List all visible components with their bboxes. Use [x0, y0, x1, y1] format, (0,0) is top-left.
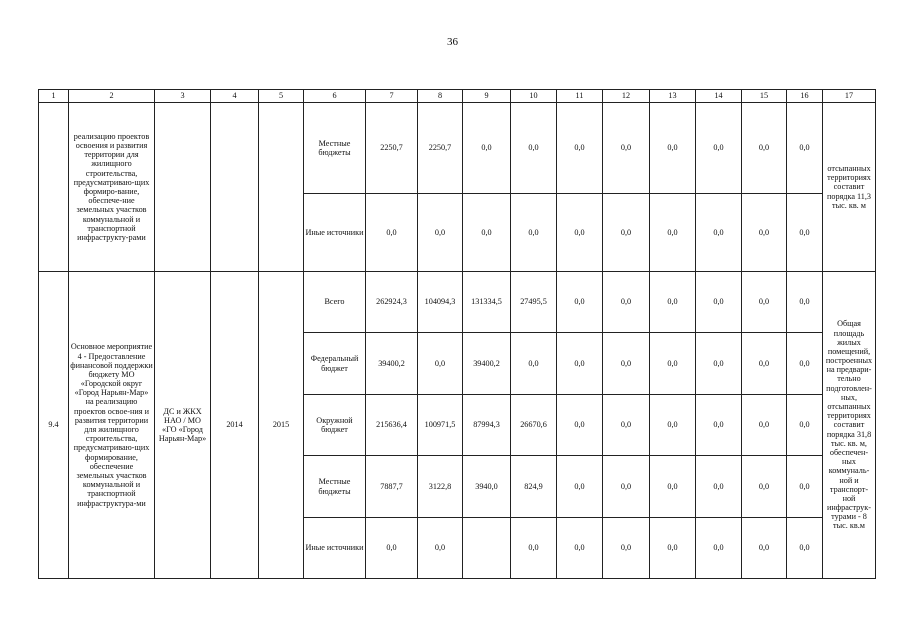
value-cell: 0,0 — [696, 272, 742, 333]
value-cell: 0,0 — [696, 518, 742, 579]
table-row — [39, 272, 876, 333]
value-cell: 0,0 — [742, 272, 787, 333]
executor-cell: ДС и ЖКХ НАО / МО «ГО «Город Нарьян-Мар» — [155, 272, 211, 579]
header-cell: 8 — [418, 90, 463, 103]
end-year-cell: 2015 — [259, 272, 304, 579]
value-cell: 824,9 — [511, 456, 557, 518]
value-cell: 0,0 — [787, 333, 823, 395]
value-cell: 215636,4 — [366, 395, 418, 456]
header-cell: 11 — [557, 90, 603, 103]
value-cell: 0,0 — [557, 272, 603, 333]
value-cell: 87994,3 — [463, 395, 511, 456]
row-number-cell — [39, 103, 69, 272]
value-cell: 0,0 — [366, 194, 418, 272]
value-cell: 0,0 — [603, 518, 650, 579]
header-cell: 1 — [39, 90, 69, 103]
start-year-cell — [211, 103, 259, 272]
header-row — [39, 90, 876, 103]
header-cell: 17 — [823, 90, 876, 103]
page-number: 36 — [447, 36, 458, 48]
value-cell: 0,0 — [787, 395, 823, 456]
value-cell: 0,0 — [511, 333, 557, 395]
funding-source: Окружной бюджет — [304, 395, 366, 456]
value-cell: 0,0 — [511, 103, 557, 194]
value-cell: 0,0 — [557, 103, 603, 194]
value-cell: 0,0 — [557, 194, 603, 272]
value-cell: 0,0 — [511, 194, 557, 272]
value-cell: 26670,6 — [511, 395, 557, 456]
funding-source: Всего — [304, 272, 366, 333]
value-cell: 0,0 — [696, 333, 742, 395]
value-cell: 0,0 — [787, 103, 823, 194]
value-cell: 0,0 — [603, 333, 650, 395]
value-cell: 3122,8 — [418, 456, 463, 518]
value-cell: 0,0 — [650, 272, 696, 333]
value-cell: 3940,0 — [463, 456, 511, 518]
header-cell: 7 — [366, 90, 418, 103]
value-cell: 0,0 — [557, 518, 603, 579]
header-cell: 9 — [463, 90, 511, 103]
value-cell: 0,0 — [650, 103, 696, 194]
header-cell: 5 — [259, 90, 304, 103]
value-cell: 0,0 — [650, 518, 696, 579]
value-cell: 0,0 — [603, 194, 650, 272]
funding-source: Федеральный бюджет — [304, 333, 366, 395]
expected-result: Общая площадь жилых помещений, построенных на предвари-тельно подготовлен-ных, отсыпанных территориях составит порядка 31,8 тыс. кв. м, обеспечен-ных коммуналь-ной и транспорт-ной инфраструк-турами - 8 тыс. кв.м — [823, 272, 876, 579]
value-cell: 104094,3 — [418, 272, 463, 333]
value-cell — [463, 518, 511, 579]
value-cell: 0,0 — [418, 194, 463, 272]
value-cell: 0,0 — [463, 103, 511, 194]
expected-result: отсыпанных территориях составит порядка 11,3 тыс. кв. м — [823, 103, 876, 272]
table-row — [39, 103, 876, 194]
value-cell: 27495,5 — [511, 272, 557, 333]
value-cell: 0,0 — [603, 272, 650, 333]
value-cell: 0,0 — [787, 194, 823, 272]
funding-source: Местные бюджеты — [304, 456, 366, 518]
row-number-cell: 9.4 — [39, 272, 69, 579]
value-cell: 0,0 — [696, 194, 742, 272]
start-year-cell: 2014 — [211, 272, 259, 579]
header-cell: 10 — [511, 90, 557, 103]
value-cell: 131334,5 — [463, 272, 511, 333]
value-cell: 0,0 — [418, 518, 463, 579]
value-cell: 39400,2 — [463, 333, 511, 395]
header-cell: 3 — [155, 90, 211, 103]
measure-description: Основное мероприятие 4 - Предоставление финансовой поддержки бюджету МО «Городской округ «Город Нарьян-Мар» на реализацию проектов освое-ния и развития территории для жилищного строительства, предусматриваю-щих формирование, обеспечение земельных участков коммунальной и транспортной инфраструктура-ми — [69, 272, 155, 579]
header-cell: 16 — [787, 90, 823, 103]
funding-source: Иные источники — [304, 194, 366, 272]
funding-source: Иные источники — [304, 518, 366, 579]
value-cell: 0,0 — [742, 518, 787, 579]
value-cell: 262924,3 — [366, 272, 418, 333]
value-cell: 0,0 — [511, 518, 557, 579]
value-cell: 0,0 — [463, 194, 511, 272]
value-cell: 0,0 — [696, 456, 742, 518]
value-cell: 7887,7 — [366, 456, 418, 518]
executor-cell — [155, 103, 211, 272]
value-cell: 0,0 — [696, 103, 742, 194]
value-cell: 0,0 — [603, 395, 650, 456]
header-cell: 6 — [304, 90, 366, 103]
value-cell: 0,0 — [742, 456, 787, 518]
value-cell: 2250,7 — [366, 103, 418, 194]
measure-description: реализацию проектов освоения и развития территории для жилищного строительства, предусматриваю-щих формиро-вание, обеспече-ние земельных участков коммунальной и транспортной инфраструкту-рами — [69, 103, 155, 272]
header-cell: 4 — [211, 90, 259, 103]
value-cell: 100971,5 — [418, 395, 463, 456]
value-cell: 0,0 — [742, 194, 787, 272]
funding-source: Местные бюджеты — [304, 103, 366, 194]
value-cell: 0,0 — [650, 333, 696, 395]
value-cell: 0,0 — [557, 333, 603, 395]
value-cell: 2250,7 — [418, 103, 463, 194]
value-cell: 0,0 — [557, 395, 603, 456]
value-cell: 0,0 — [557, 456, 603, 518]
end-year-cell — [259, 103, 304, 272]
value-cell: 0,0 — [787, 456, 823, 518]
header-cell: 13 — [650, 90, 696, 103]
value-cell: 0,0 — [603, 456, 650, 518]
value-cell: 0,0 — [650, 456, 696, 518]
value-cell: 0,0 — [742, 333, 787, 395]
value-cell: 39400,2 — [366, 333, 418, 395]
header-cell: 12 — [603, 90, 650, 103]
value-cell: 0,0 — [787, 518, 823, 579]
value-cell: 0,0 — [696, 395, 742, 456]
header-cell: 14 — [696, 90, 742, 103]
header-cell: 2 — [69, 90, 155, 103]
value-cell: 0,0 — [418, 333, 463, 395]
value-cell: 0,0 — [650, 395, 696, 456]
value-cell: 0,0 — [366, 518, 418, 579]
value-cell: 0,0 — [742, 395, 787, 456]
value-cell: 0,0 — [603, 103, 650, 194]
header-cell: 15 — [742, 90, 787, 103]
budget-table — [38, 89, 876, 579]
value-cell: 0,0 — [742, 103, 787, 194]
value-cell: 0,0 — [787, 272, 823, 333]
value-cell: 0,0 — [650, 194, 696, 272]
